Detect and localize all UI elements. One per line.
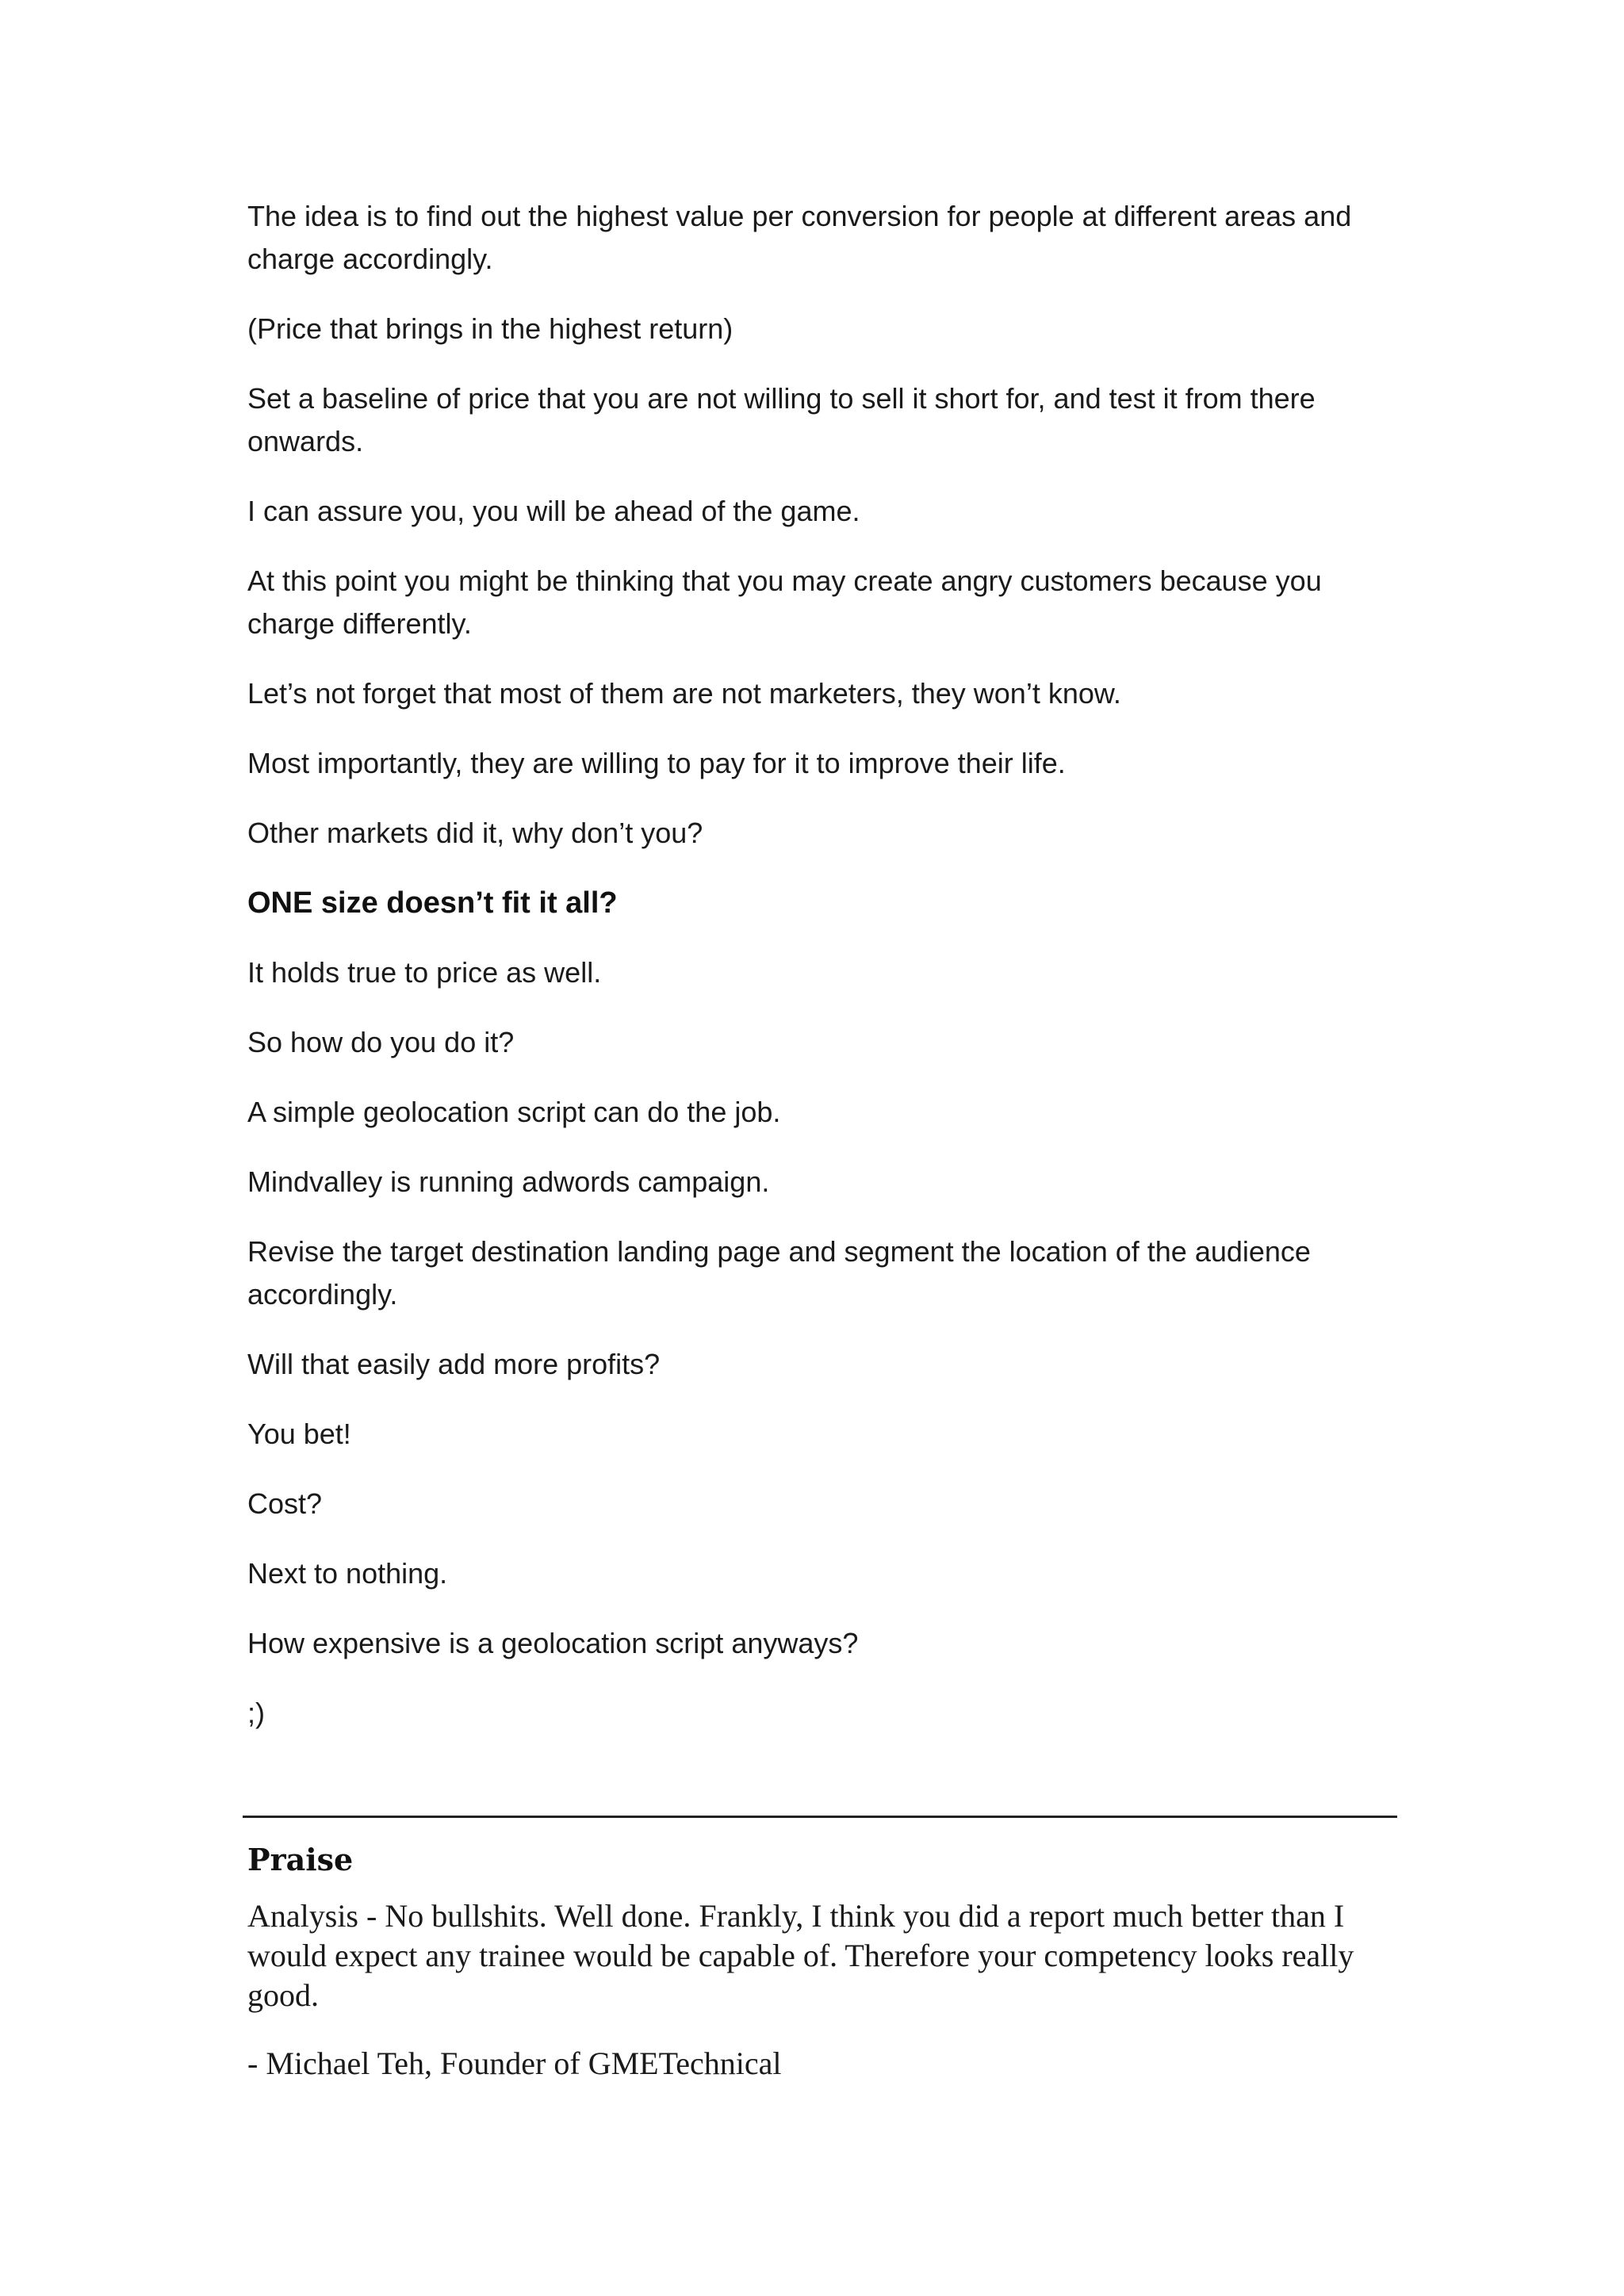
document-body bbox=[247, 195, 1397, 1762]
paragraph: Next to nothing. bbox=[247, 1557, 448, 1590]
paragraph: A simple geolocation script can do the job. bbox=[247, 1096, 781, 1128]
paragraph: Cost? bbox=[247, 1487, 323, 1520]
paragraph: So how do you do it? bbox=[247, 1026, 515, 1058]
paragraph: It holds true to price as well. bbox=[247, 956, 602, 989]
paragraph: You bet! bbox=[247, 1418, 351, 1450]
praise-author: - Michael Teh, Founder of GMETechnical bbox=[247, 2045, 782, 2081]
paragraph: Let’s not forget that most of them are not marketers, they won’t know. bbox=[247, 677, 1121, 710]
paragraph: Will that easily add more profits? bbox=[247, 1348, 661, 1380]
paragraph: I can assure you, you will be ahead of the game. bbox=[247, 495, 860, 527]
paragraph: The idea is to find out the highest value per conversion for people at different areas and charge accordingly. bbox=[247, 200, 1352, 275]
paragraph: Set a baseline of price that you are not willing to sell it short for, and test it from there onwards. bbox=[247, 382, 1316, 457]
paragraph: Other markets did it, why don’t you? bbox=[247, 817, 703, 849]
horizontal-divider bbox=[243, 1816, 1397, 1818]
paragraph: (Price that brings in the highest return) bbox=[247, 312, 733, 345]
praise-quote: Analysis - No bullshits. Well done. Frankly, I think you did a report much better than I would expect any trainee would be capable of. Therefore your competency looks really good. bbox=[247, 1898, 1354, 2013]
praise-title: Praise bbox=[247, 1842, 354, 1877]
paragraph: Most importantly, they are willing to pay for it to improve their life. bbox=[247, 747, 1066, 779]
paragraph: Mindvalley is running adwords campaign. bbox=[247, 1165, 770, 1198]
paragraph: ;) bbox=[247, 1697, 265, 1729]
paragraph: At this point you might be thinking that you may create angry customers because you charge differently. bbox=[247, 564, 1322, 640]
praise-section bbox=[247, 1838, 1397, 2084]
section-heading: ONE size doesn’t fit it all? bbox=[247, 886, 618, 920]
paragraph: Revise the target destination landing page and segment the location of the audience accordingly. bbox=[247, 1235, 1311, 1311]
paragraph: How expensive is a geolocation script anyways? bbox=[247, 1627, 859, 1659]
